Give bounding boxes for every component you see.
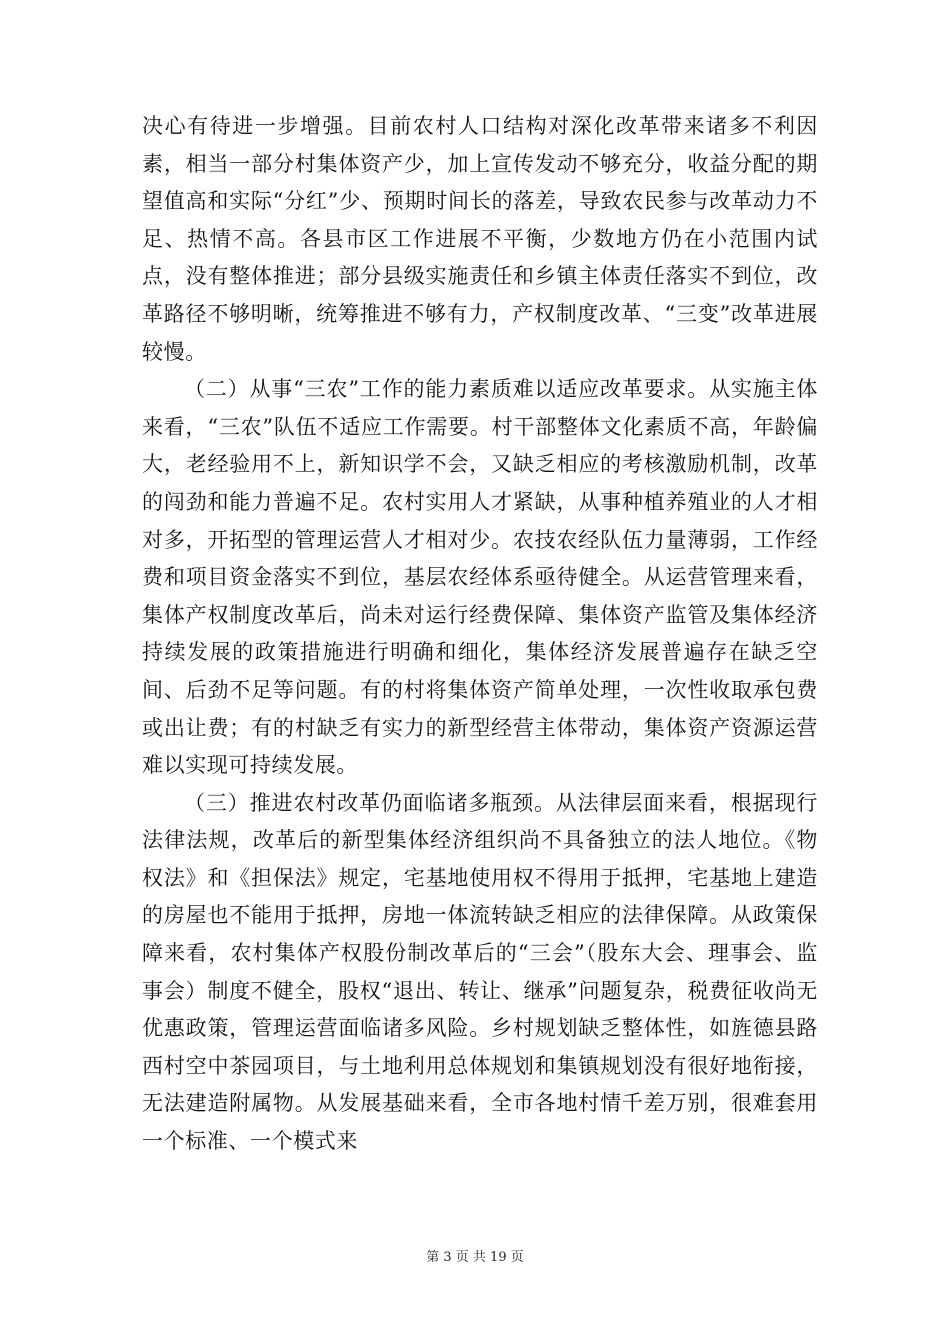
document-body (142, 108, 818, 1161)
page-number-footer: 第 3 页 共 19 页 (426, 1250, 524, 1265)
paragraph-section-3: （三）推进农村改革仍面临诸多瓶颈。从法律层面来看，根据现行法律法规，改革后的新型集体经济组织尚不具备独立的法人地位。《物权法》和《担保法》规定，宅基地使用权不得用于抵押，宅基地上建造的房屋也不能用于抵押，房地一体流转缺乏相应的法律保障。从政策保障来看，农村集体产权股份制改革后的“三会”（股东大会、理事会、监事会）制度不健全，股权“退出、转让、继承”问题复杂，税费征收尚无优惠政策，管理运营面临诸多风险。乡村规划缺乏整体性，如旌德县路西村空中茶园项目，与土地利用总体规划和集镇规划没有很好地衔接，无法建造附属物。从发展基础来看，全市各地村情千差万别，很难套用一个标准、一个模式来 (142, 790, 818, 1154)
paragraph-section-2: （二）从事“三农”工作的能力素质难以适应改革要求。从实施主体来看，“三农”队伍不适应工作需要。村干部整体文化素质不高，年龄偏大，老经验用不上，新知识学不会，又缺乏相应的考核激励机制，改革的闯劲和能力普遍不足。农村实用人才紧缺，从事种植养殖业的人才相对多，开拓型的管理运营人才相对少。农技农经队伍力量薄弱，工作经费和项目资金落实不到位，基层农经体系亟待健全。从运营管理来看，集体产权制度改革后，尚未对运行经费保障、集体资产监管及集体经济持续发展的政策措施进行明确和细化，集体经济发展普遍存在缺乏空间、后劲不足等问题。有的村将集体资产简单处理，一次性收取承包费或出让费；有的村缺乏有实力的新型经营主体带动，集体资产资源运营难以实现可持续发展。 (142, 377, 818, 778)
paragraph-continuation: 决心有待进一步增强。目前农村人口结构对深化改革带来诸多不利因素，相当一部分村集体资产少，加上宣传发动不够充分，收益分配的期望值高和实际“分红”少、预期时间长的落差，导致农民参与改革动力不足、热情不高。各县市区工作进展不平衡，少数地方仍在小范围内试点，没有整体推进；部分县级实施责任和乡镇主体责任落实不到位，改革路径不够明晰，统筹推进不够有力，产权制度改革、“三变”改革进展较慢。 (142, 114, 818, 364)
